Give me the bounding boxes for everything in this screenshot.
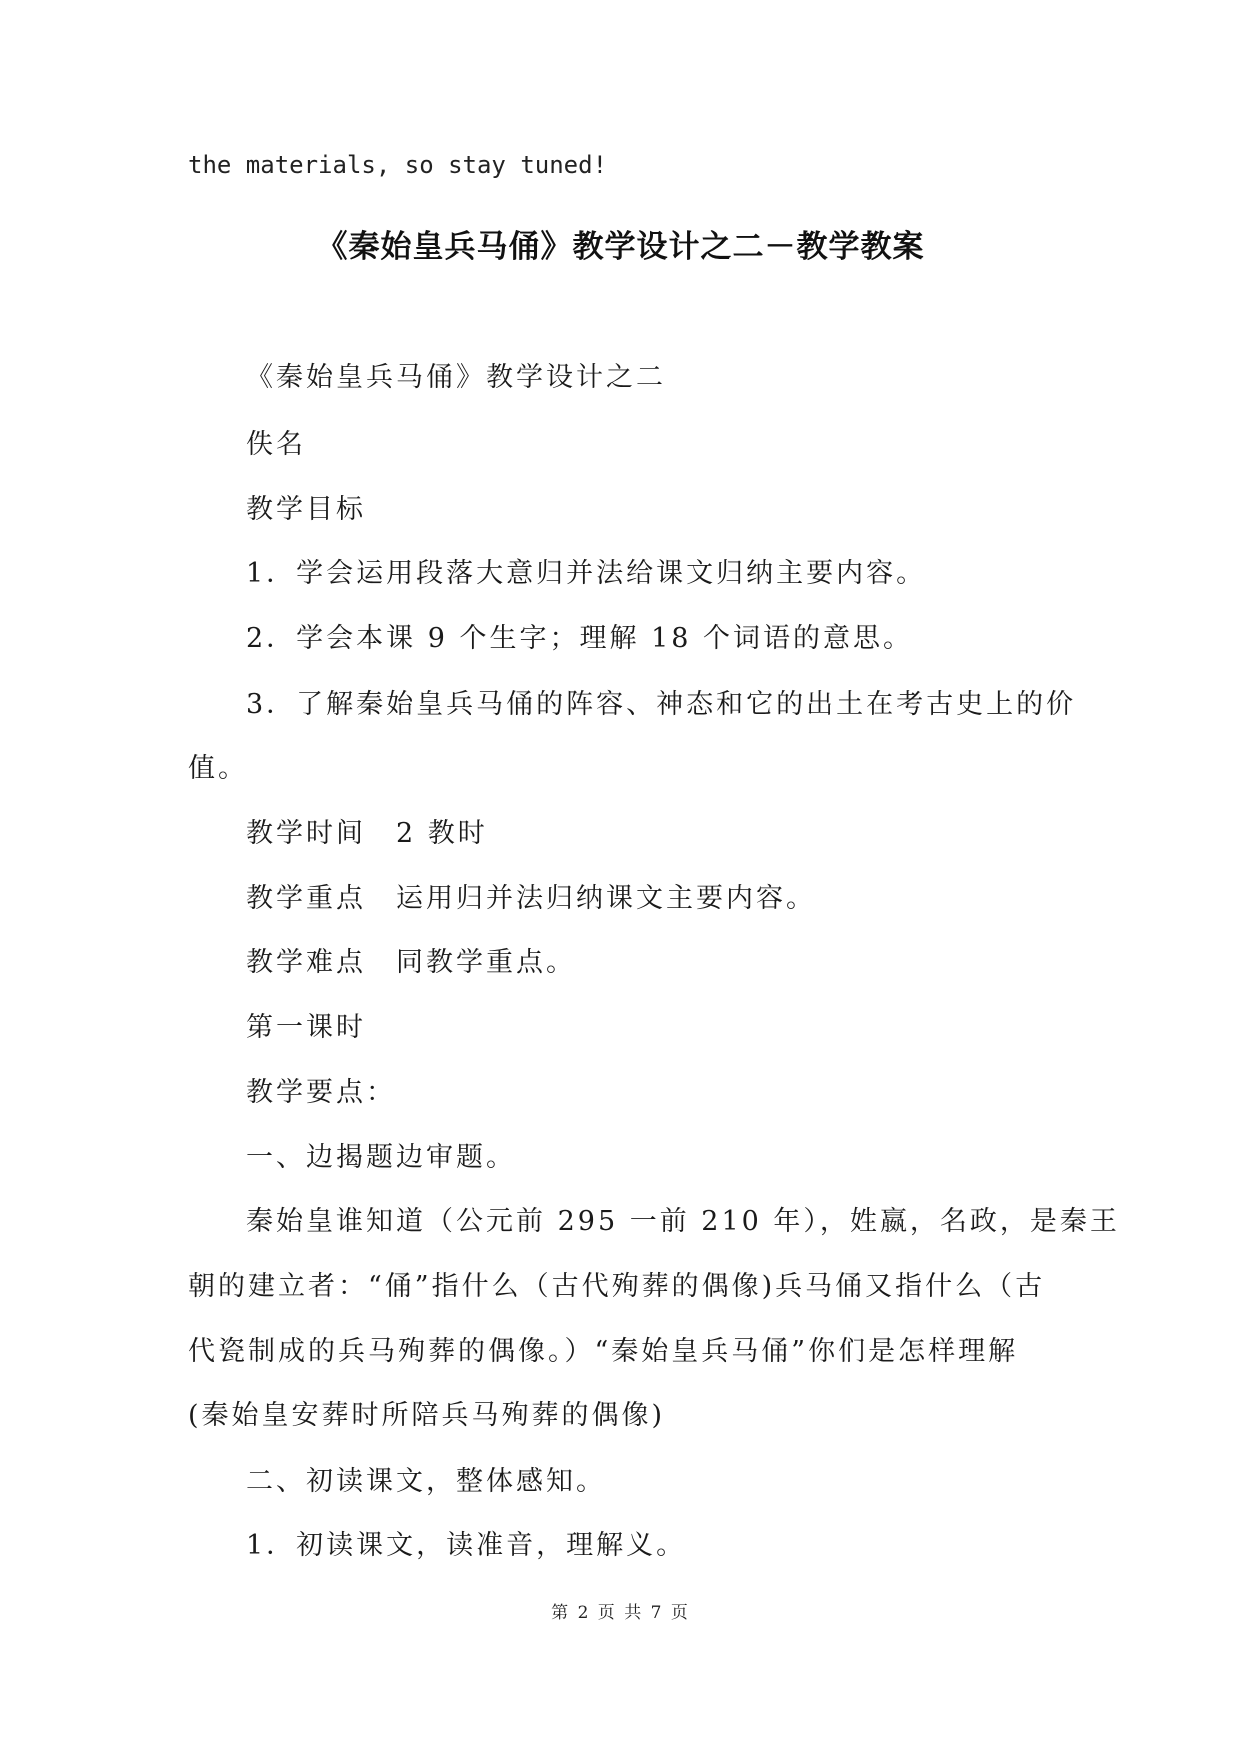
page-number-footer: 第 2 页 共 7 页 xyxy=(551,1603,690,1623)
goal-item: 1．学会运用段落大意归并法给课文归纳主要内容。 xyxy=(246,558,927,589)
paragraph-line: 朝的建立者：“俑”指什么（古代殉葬的偶像)兵马俑又指什么（古 xyxy=(188,1271,1046,1302)
paragraph-line: 1．初读课文，读准音，理解义。 xyxy=(246,1530,687,1561)
continued-text-fragment: the materials, so stay tuned! xyxy=(188,151,608,179)
subtitle-line: 《秦始皇兵马俑》教学设计之二 xyxy=(246,362,666,393)
paragraph-line: 教学难点 同教学重点。 xyxy=(246,947,576,978)
goal-item: 3．了解秦始皇兵马俑的阵容、神态和它的出土在考古史上的价 xyxy=(246,689,1077,720)
paragraph-line: 二、初读课文，整体感知。 xyxy=(246,1466,606,1497)
paragraph-line: 代瓷制成的兵马殉葬的偶像。）“秦始皇兵马俑”你们是怎样理解 xyxy=(188,1336,1019,1367)
page-title: 《秦始皇兵马俑》教学设计之二－教学教案 xyxy=(316,229,925,265)
author-line: 佚名 xyxy=(246,429,306,460)
paragraph-line: 教学时间 2 教时 xyxy=(246,818,488,849)
paragraph-line: 教学要点： xyxy=(246,1077,396,1108)
paragraph-line: 教学重点 运用归并法归纳课文主要内容。 xyxy=(246,883,816,914)
paragraph-line: 秦始皇谁知道（公元前 295 一前 210 年），姓嬴，名政，是秦王 xyxy=(246,1206,1120,1237)
section-heading: 教学目标 xyxy=(246,494,366,525)
goal-item: 2．学会本课 9 个生字；理解 18 个词语的意思。 xyxy=(246,623,914,654)
section-heading: 第一课时 xyxy=(246,1012,366,1043)
paragraph-line: (秦始皇安葬时所陪兵马殉葬的偶像) xyxy=(188,1400,666,1431)
paragraph-line: 一、边揭题边审题。 xyxy=(246,1142,516,1173)
goal-item-continuation: 值。 xyxy=(188,753,248,784)
